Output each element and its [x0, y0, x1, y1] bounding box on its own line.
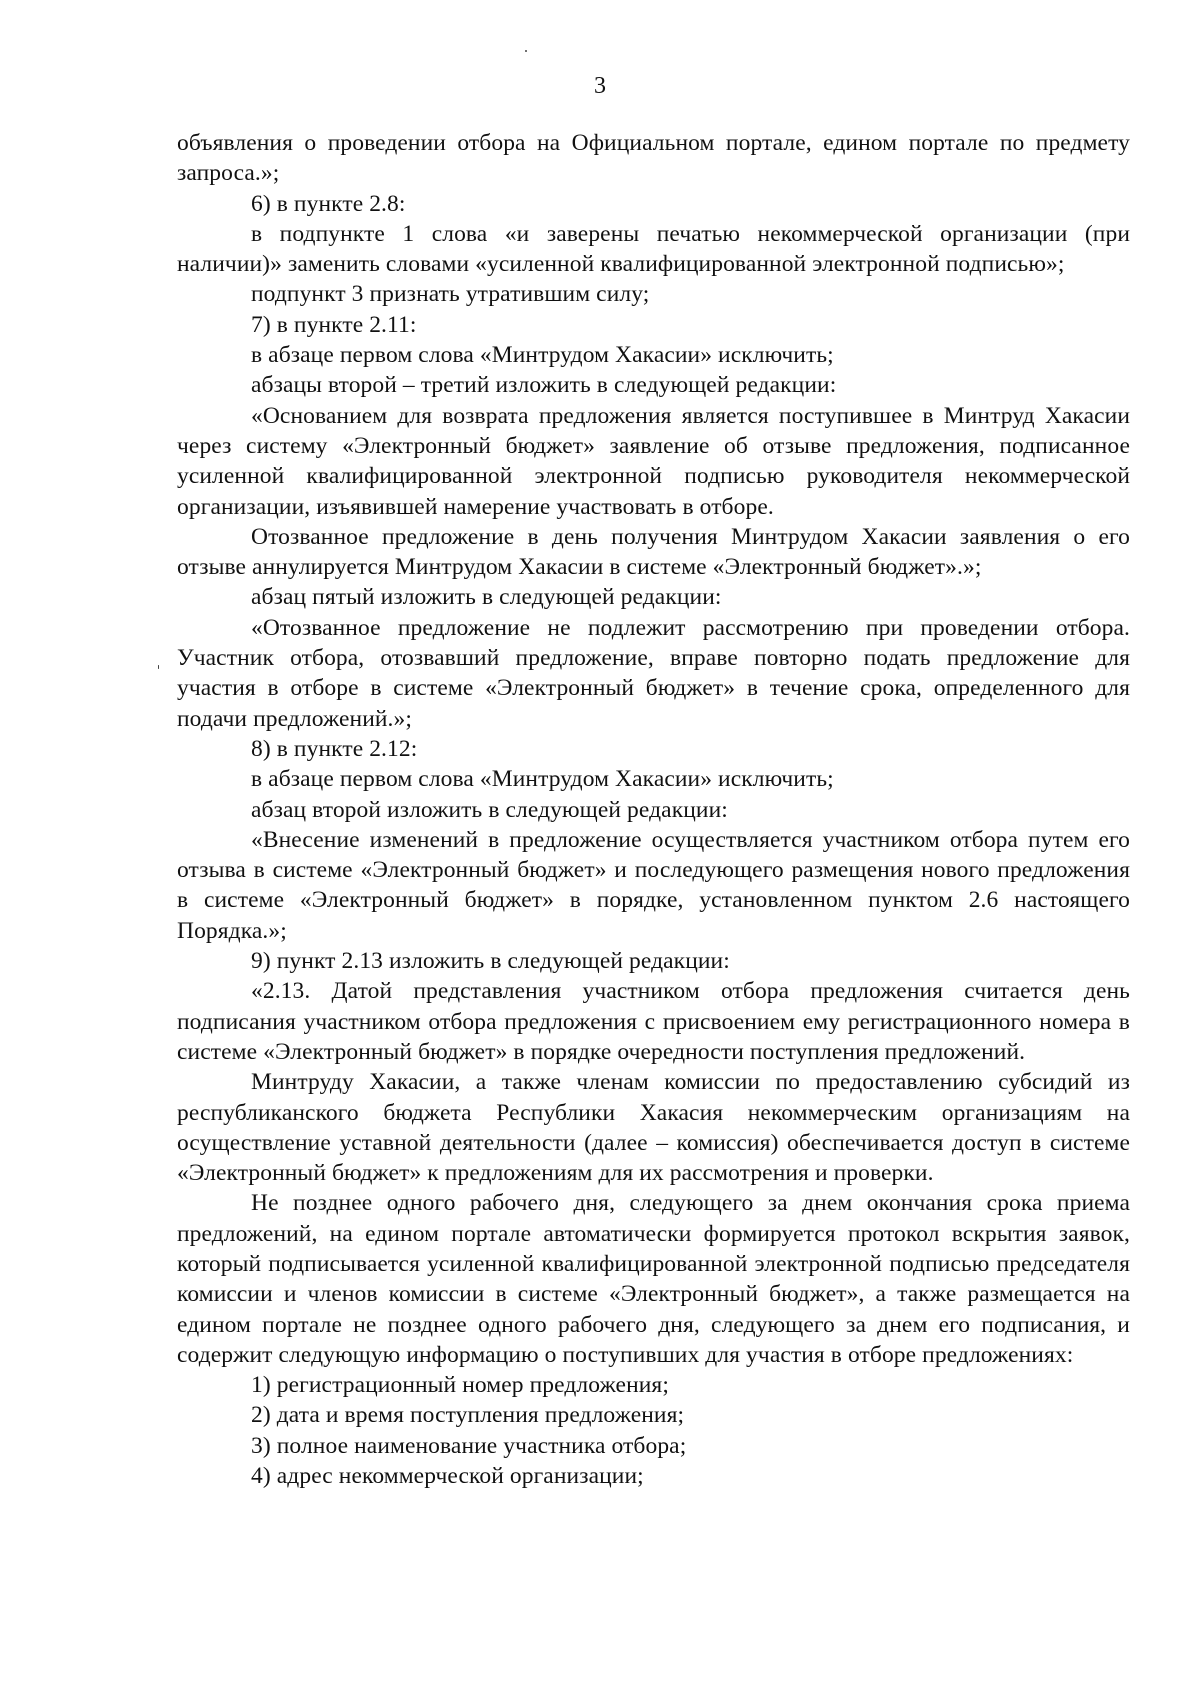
paragraph: объявления о проведении отбора на Официальном портале, едином портале по предмету запроса.»;: [177, 130, 1130, 187]
paragraph: «Основанием для возврата предложения является поступившее в Минтруд Хакасии через систему «Электронный бюджет» заявление об отзыве предложения, подписанное усиленной квалифицированной электронной подписью руководителя некоммерческой организации, изъявившей намерение участвовать в отборе.: [177, 402, 1130, 520]
paragraph: 6) в пункте 2.8:: [251, 190, 406, 217]
paragraph: 1) регистрационный номер предложения;: [251, 1372, 669, 1399]
paragraph: «2.13. Датой представления участником отбора предложения считается день подписания участником отбора предложения с присвоением ему регистрационного номера в системе «Электронный бюджет» в порядке очередности поступления предложений.: [177, 978, 1130, 1065]
paragraph: в абзаце первом слова «Минтрудом Хакасии» исключить;: [251, 342, 834, 369]
paragraph: абзац второй изложить в следующей редакции:: [251, 796, 728, 823]
paragraph: в подпункте 1 слова «и заверены печатью некоммерческой организации (при наличии)» заменить словами «усиленной квалифицированной электронной подписью»;: [177, 220, 1130, 278]
paragraph: 7) в пункте 2.11:: [251, 311, 417, 338]
paragraph: в абзаце первом слова «Минтрудом Хакасии» исключить;: [251, 766, 834, 793]
scan-speck: [525, 50, 527, 52]
page-number: 3: [594, 73, 606, 99]
paragraph: 9) пункт 2.13 изложить в следующей редакции:: [251, 948, 730, 975]
paragraph: Не позднее одного рабочего дня, следующего за днем окончания срока приема предложений, на едином портале автоматически формируется протокол вскрытия заявок, который подписывается усиленной квалифицированной электронной подписью председателя комиссии и членов комиссии в системе «Электронный бюджет», а также размещается на едином портале не позднее одного рабочего дня, следующего за днем его подписания, и содержит следующую информацию о поступивших для участия в отборе предложениях:: [177, 1190, 1130, 1368]
paragraph: 3) полное наименование участника отбора;: [251, 1432, 687, 1459]
paragraph: Отозванное предложение в день получения Минтрудом Хакасии заявления о его отзыве аннулируется Минтрудом Хакасии в системе «Электронный бюджет».»;: [177, 523, 1130, 581]
paragraph: Минтруду Хакасии, а также членам комиссии по предоставлению субсидий из республиканского бюджета Республики Хакасия некоммерческим организациям на осуществление уставной деятельности (далее – комиссия) обеспечивается доступ в системе «Электронный бюджет» к предложениям для их рассмотрения и проверки.: [177, 1069, 1130, 1187]
paragraph: абзацы второй – третий изложить в следующей редакции:: [251, 372, 837, 399]
paragraph: подпункт 3 признать утратившим силу;: [251, 281, 650, 308]
paragraph: «Внесение изменений в предложение осуществляется участником отбора путем его отзыва в системе «Электронный бюджет» и последующего размещения нового предложения в системе «Электронный бюджет» в порядке, установленном пунктом 2.6 настоящего Порядка.»;: [177, 826, 1130, 944]
paragraph: абзац пятый изложить в следующей редакции:: [251, 584, 722, 611]
paragraph: 2) дата и время поступления предложения;: [251, 1402, 685, 1429]
paragraph: 4) адрес некоммерческой организации;: [251, 1463, 644, 1490]
document-body: [177, 128, 1130, 1491]
paragraph: «Отозванное предложение не подлежит рассмотрению при проведении отбора. Участник отбора, отозвавший предложение, вправе повторно подать предложение для участия в отборе в системе «Электронный бюджет» в течение срока, определенного для подачи предложений.»;: [177, 614, 1130, 732]
paragraph: 8) в пункте 2.12:: [251, 735, 418, 762]
scan-speck: [158, 665, 159, 669]
